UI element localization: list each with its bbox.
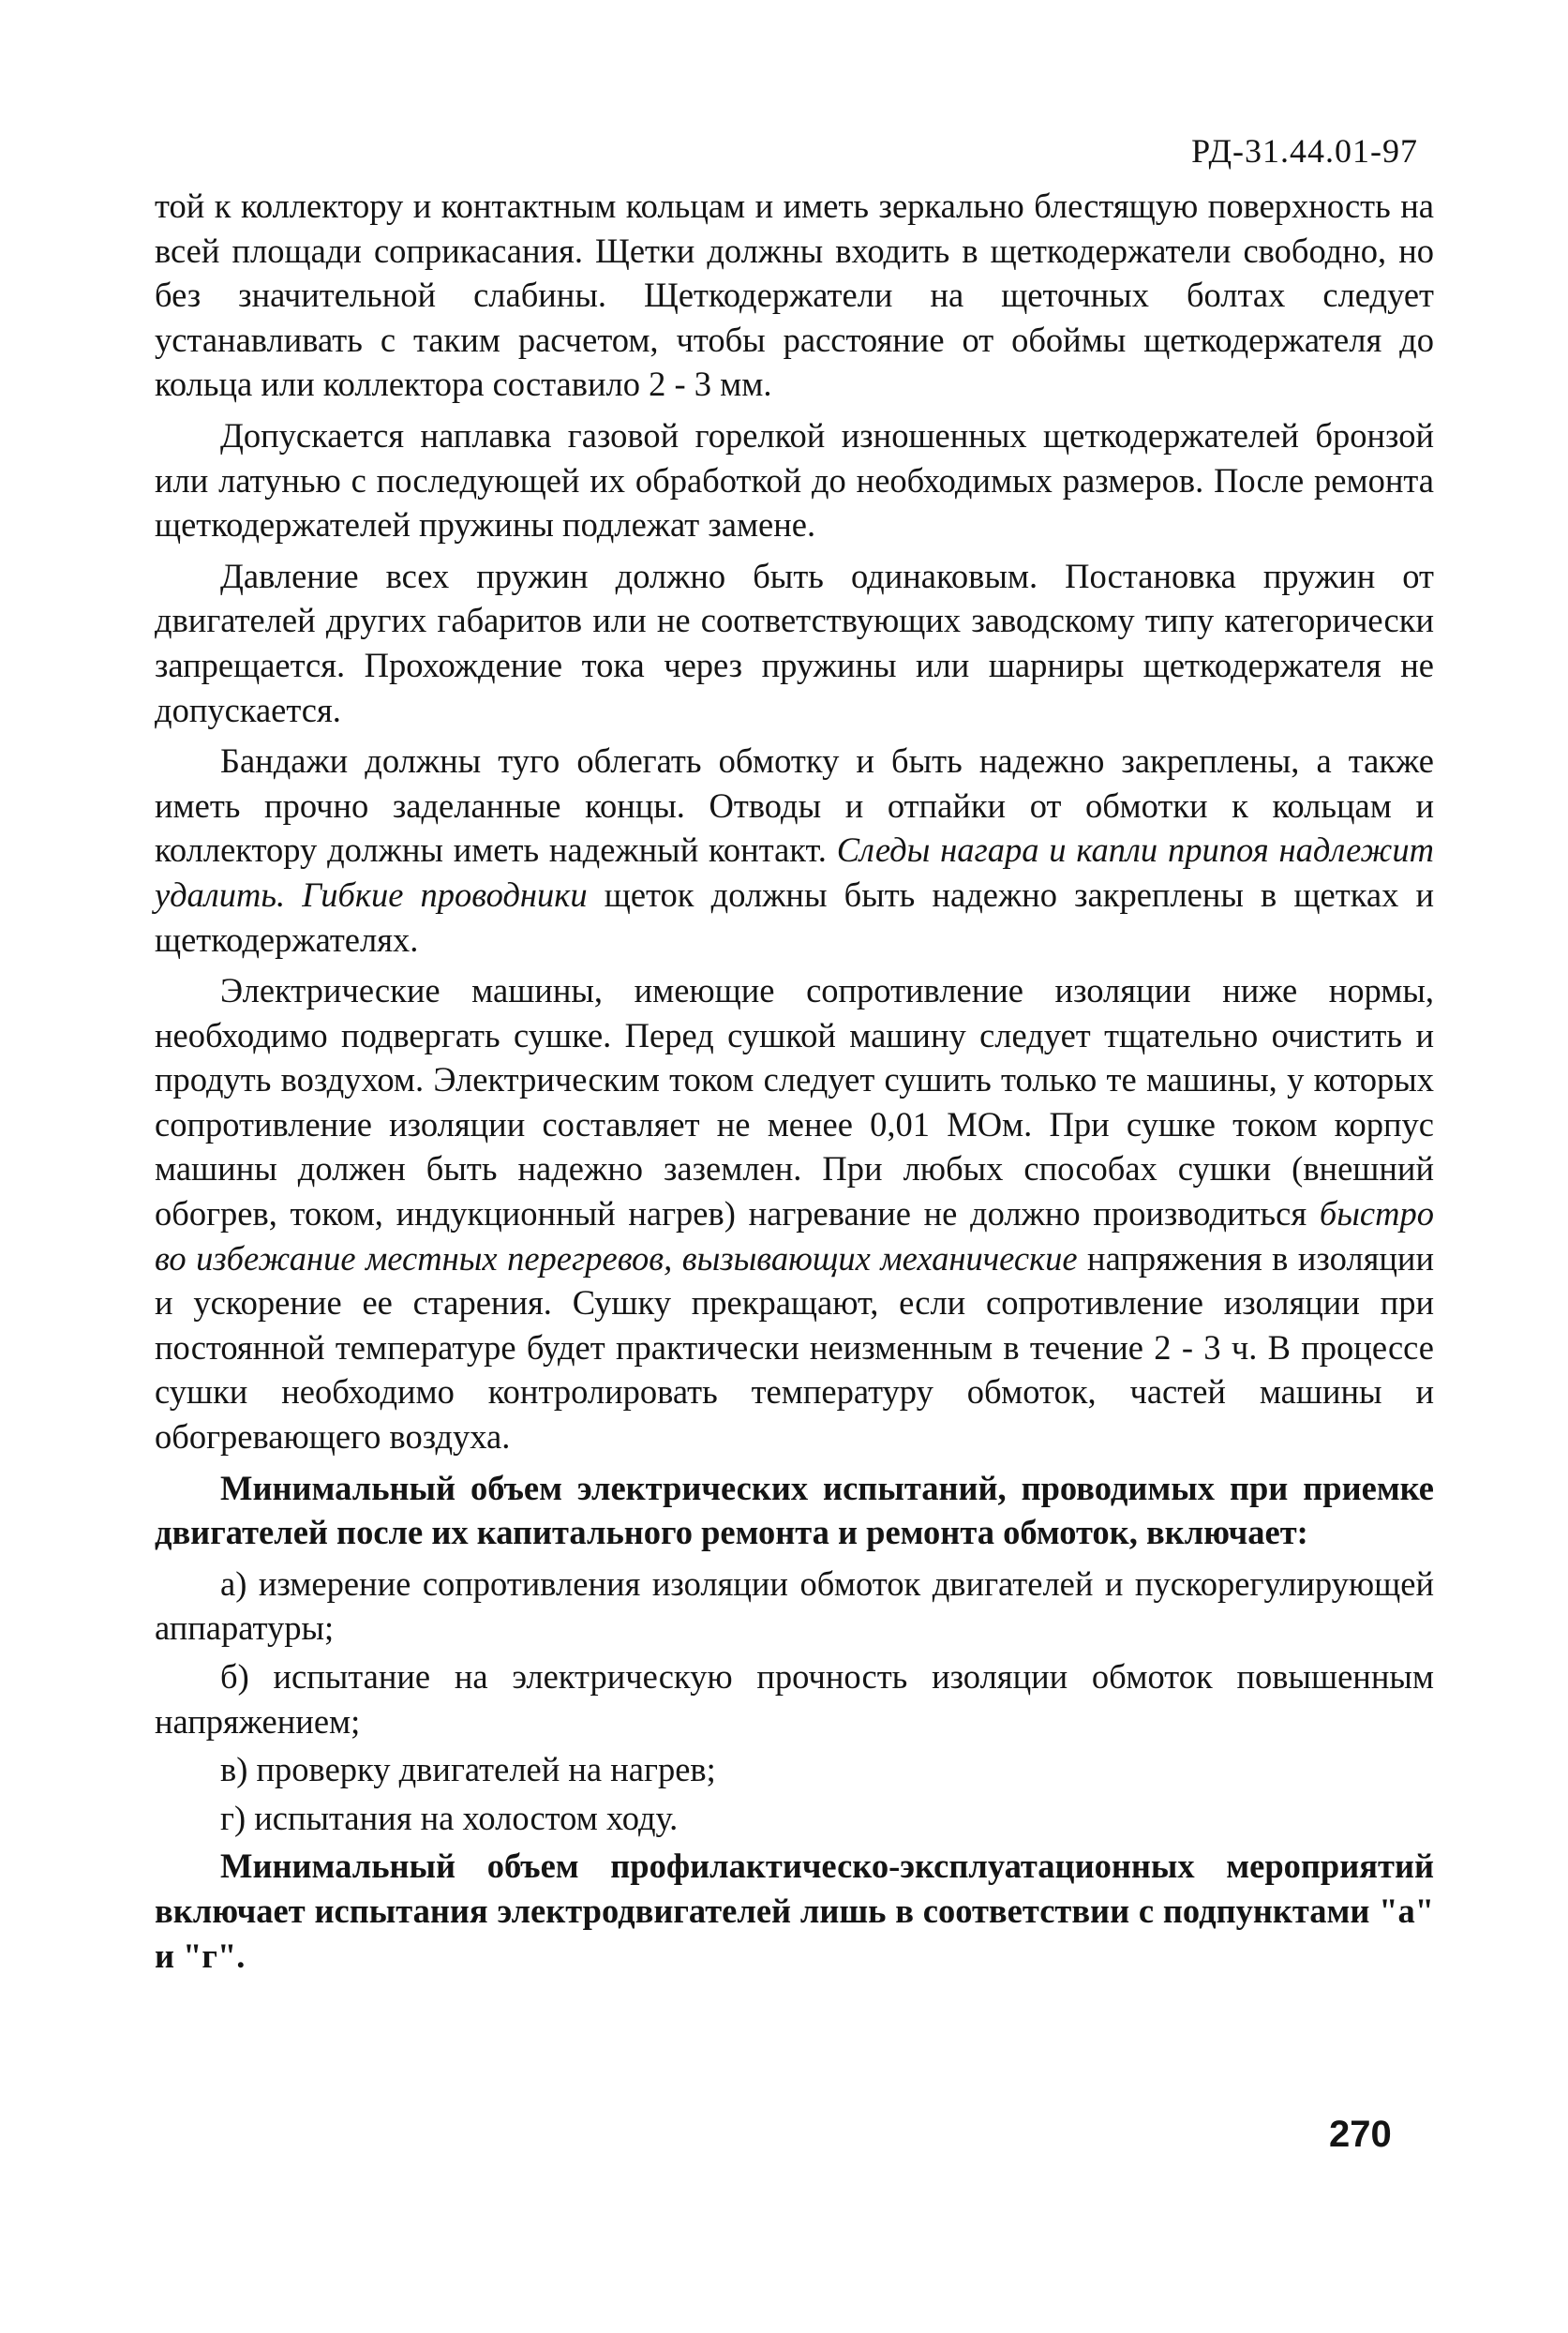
- paragraph-spring-pressure: Давление всех пружин должно быть одинаковым. Постановка пружин от двигателей других габаритов или не соответствующих заводскому типу категорически запрещается. Прохождение тока через пружины или шарниры щеткодержателя не допускается.: [155, 556, 1434, 729]
- bandages-text-1: Бандажи должны туго облегать обмотку и быть надежно закреплены, а также иметь прочно заделанные концы. Отводы и отпайки от обмотки к кольцам и коллектору должны иметь надежный контакт.: [155, 741, 1434, 870]
- list-item-d: г) испытания на холостом ходу.: [220, 1798, 679, 1837]
- drying-text-italic: быстро во избежание местных перегревов, вызывающих механические: [155, 1194, 1434, 1278]
- paragraph-brushes-fit: той к коллектору и контактным кольцам и иметь зеркально блестящую поверхность на всей площади соприкасания. Щетки должны входить в щеткодержатели свободно, но без значительной слабины. Щеткодержатели на щеточных болтах следует устанавливать с таким расчетом, чтобы расстояние от обоймы щеткодержателя до кольца или коллектора составило 2 - 3 мм.: [155, 187, 1434, 404]
- paragraph-preventive-measures: Минимальный объем профилактическо-эксплуатационных мероприятий включает испытания электродвигателей лишь в соответствии с подпунктами "а" и "г".: [155, 1847, 1434, 1975]
- document-code: РД-31.44.01-97: [1191, 132, 1418, 170]
- body-text: [155, 184, 1434, 1984]
- page-number: 270: [1329, 2114, 1392, 2155]
- drying-text-2: напряжения в изоляции и ускорение ее старения. Сушку прекращают, если сопротивление изоляции при постоянной температуре будет практически неизменным в течение 2 - 3 ч. В процессе сушки необходимо контролировать температуру обмоток, частей машины и обогревающего воздуха.: [155, 1238, 1434, 1457]
- list-item-b: б) испытание на электрическую прочность изоляции обмоток повышенным напряжением;: [155, 1657, 1434, 1741]
- paragraph-brush-holder-repair: Допускается наплавка газовой горелкой изношенных щеткодержателей бронзой или латунью с последующей их обработкой до необходимых размеров. После ремонта щеткодержателей пружины подлежат замене.: [155, 415, 1434, 545]
- paragraph-minimal-tests: Минимальный объем электрических испытаний, проводимых при приемке двигателей после их капитального ремонта и ремонта обмоток, включает:: [155, 1468, 1434, 1552]
- list-item-a: а) измерение сопротивления изоляции обмоток двигателей и пускорегулирующей аппаратуры;: [155, 1563, 1434, 1648]
- bandages-text-italic: Следы нагара и капли припоя надлежит удалить. Гибкие проводники: [155, 830, 1434, 914]
- paragraph-bandages: [155, 739, 1434, 962]
- list-item-c: в) проверку двигателей на нагрев;: [220, 1750, 716, 1789]
- bandages-text-2: щеток должны быть надежно закреплены в щетках и щеткодержателях.: [155, 875, 1435, 959]
- paragraph-drying: [155, 968, 1434, 1459]
- drying-text-1: Электрические машины, имеющие сопротивление изоляции ниже нормы, необходимо подвергать сушке. Перед сушкой машину следует тщательно очистить и продуть воздухом. Электрическим током следует сушить только те машины, у которых сопротивление изоляции составляет не менее 0,01 МОм. При сушке током корпус машины должен быть надежно заземлен. При любых способах сушки (внешний обогрев, током, индукционный нагрев) нагревание не должно производиться: [155, 971, 1434, 1234]
